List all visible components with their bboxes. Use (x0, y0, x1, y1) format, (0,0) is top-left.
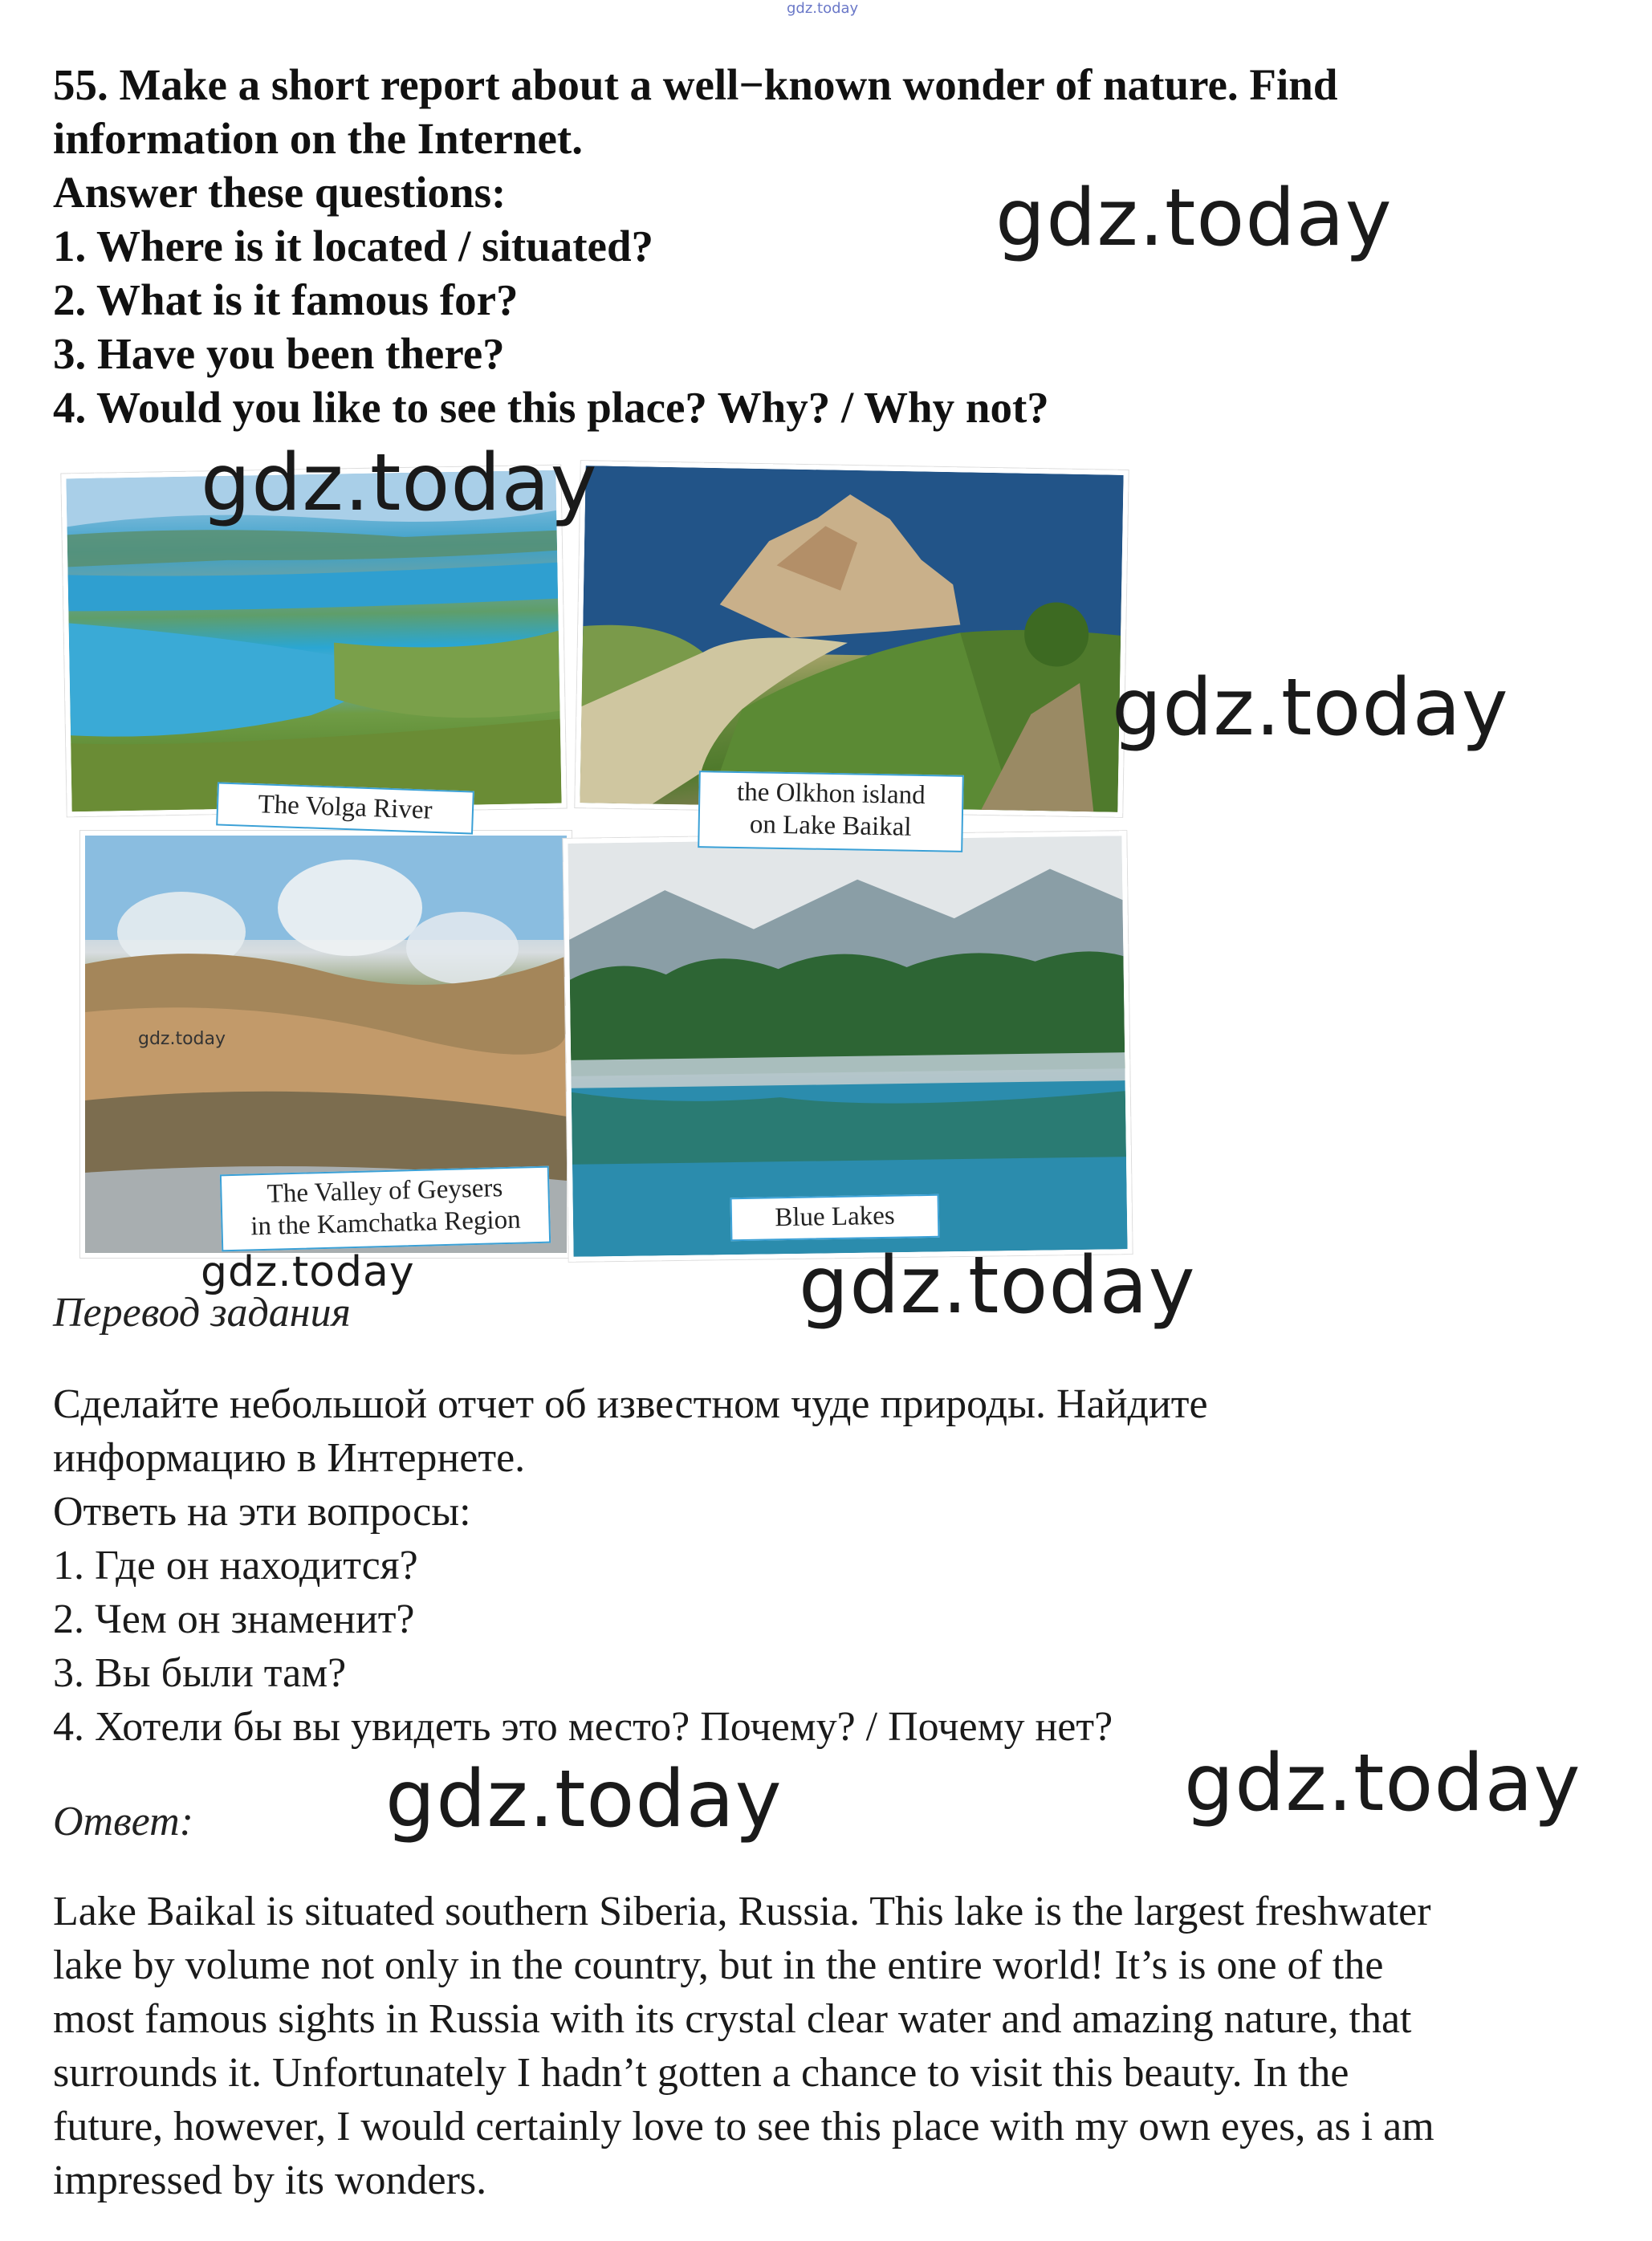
translation-line: 4. Хотели бы вы увидеть это место? Почему? / Почему нет? (53, 1704, 1113, 1750)
task-line: 3. Have you been there? (53, 329, 505, 378)
answer-line: surrounds it. Unfortunately I hadn’t gotten a chance to visit this beauty. In the (53, 2050, 1349, 2096)
caption-line: The Valley of Geysers (267, 1173, 503, 1209)
answer-line: Lake Baikal is situated southern Siberia, Russia. This lake is the largest freshwater (53, 1889, 1431, 1934)
olkhon-island-photo (575, 461, 1128, 817)
watermark: gdz.today (995, 173, 1393, 264)
photo-collage (56, 466, 1124, 1252)
caption-line: in the Kamchatka Region (250, 1205, 522, 1242)
watermark: gdz.today (1112, 662, 1509, 754)
watermark: gdz.today (201, 1248, 415, 1296)
task-line: 2. What is it famous for? (53, 275, 519, 324)
task-line: 55. Make a short report about a well−known wonder of nature. Find (53, 60, 1338, 109)
watermark: gdz.today (385, 1754, 783, 1845)
translation-line: Сделайте небольшой отчет об известном чуде природы. Найдите (53, 1381, 1208, 1427)
watermark-top: gdz.today (787, 0, 859, 17)
olkhon-landscape-drawing (580, 466, 1123, 812)
answer-line: lake by volume not only in the country, but in the entire world! It’s is one of the (53, 1942, 1384, 1988)
caption-line: on Lake Baikal (749, 810, 912, 842)
watermark: gdz.today (138, 1029, 226, 1049)
task-line: 4. Would you like to see this place? Why? / Why not? (53, 383, 1049, 432)
caption-line: Blue Lakes (774, 1201, 895, 1233)
photo-caption-geysers (220, 1166, 551, 1252)
answer-line: most famous sights in Russia with its crystal clear water and amazing nature, that (53, 1996, 1412, 2042)
caption-line: The Volga River (258, 790, 433, 825)
translation-text (53, 1377, 1578, 1754)
translation-line: информацию в Интернете. (53, 1435, 526, 1481)
answer-text (53, 1885, 1610, 2207)
watermark: gdz.today (1184, 1738, 1581, 1829)
task-line: Answer these questions: (53, 168, 507, 217)
watermark: gdz.today (799, 1240, 1196, 1332)
blue-lakes-landscape-drawing (568, 836, 1127, 1257)
watermark: gdz.today (201, 437, 598, 529)
answer-line: future, however, I would certainly love to see this place with my own eyes, as i am (53, 2104, 1434, 2149)
photo-caption-volga (216, 782, 474, 834)
translation-line: 3. Вы были там? (53, 1650, 347, 1696)
translation-line: 2. Чем он знаменит? (53, 1596, 415, 1642)
translation-line: 1. Где он находится? (53, 1543, 418, 1588)
answer-heading: Ответ: (53, 1799, 193, 1844)
task-line: 1. Where is it located / situated? (53, 222, 654, 270)
translation-heading: Перевод задания (53, 1290, 351, 1336)
task-line: information on the Internet. (53, 114, 583, 163)
caption-line: the Olkhon island (736, 777, 926, 811)
photo-caption-lakes (730, 1194, 940, 1242)
photo-caption-olkhon (698, 771, 964, 852)
answer-line: impressed by its wonders. (53, 2158, 487, 2203)
translation-line: Ответь на эти вопросы: (53, 1489, 471, 1535)
